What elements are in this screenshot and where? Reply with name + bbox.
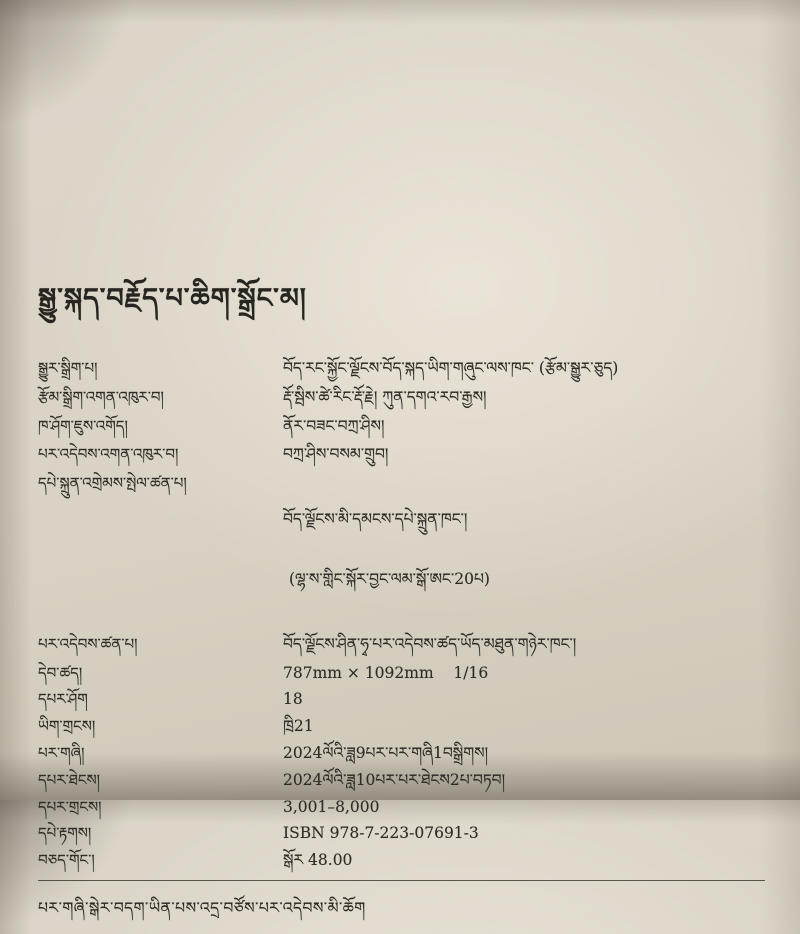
row-label: པར་འདེབས་འགན་འཁུར་བ།: [38, 445, 179, 464]
colophon-row-cover-design: [38, 418, 772, 436]
row-value: 2024ལོའི་ཟླ9པར་པར་གཞི1བསྒྲིགས།: [283, 744, 489, 762]
row-value: ཁྲི21: [283, 717, 314, 736]
publisher-name: བོད་ལྗོངས་མི་དམངས་དཔེ་སྐྲུན་ཁང་།: [283, 509, 468, 528]
row-value: 3,001–8,000: [283, 797, 380, 816]
book-title: སྒྱུ་སྐད་བརྗོད་པ་ཆིག་སྒྲོང་མ།: [38, 283, 307, 314]
row-value: [283, 475, 772, 625]
colophon-row-print-run: [38, 799, 772, 817]
divider-rule: [38, 880, 765, 881]
row-label: དེབ་ཚད།: [38, 663, 83, 682]
row-value: 2024ལོའི་ཟླ10པར་པར་ཐེངས2པ་བཏབ།: [283, 770, 506, 789]
row-label: རྩོམ་སྒྲིག་འགན་འཁུར་བ།: [38, 387, 164, 406]
row-value: བཀྲ་ཤིས་བསམ་གྲུབ།: [283, 445, 389, 464]
colophon-row-responsible-editor: [38, 389, 772, 407]
copyright-notice: པར་གཞི་སྒེར་བདག་ཡིན་པས་འདྲ་བཙོས་པར་འདེབས་མི་ཆོག: [38, 899, 366, 918]
row-value: རྡོ་སྦིས་ཚེ་རིང་རྡོ་རྗེ། ཀུན་དགའ་རབ་རྒྱས།: [283, 387, 487, 406]
publisher-address: (ལྷ་ས་གླིང་སྐོར་བྱང་ལམ་སྒོ་ཨང་20པ): [289, 570, 490, 589]
colophon-row-print-supervisor: [38, 446, 772, 464]
colophon-row-isbn: [38, 825, 772, 843]
row-label: བཅད་གོང་།: [38, 851, 95, 870]
row-label: པར་གཞི།: [38, 744, 85, 762]
row-value: 18: [283, 690, 303, 709]
colophon-row-format: [38, 665, 772, 683]
colophon-row-translator: [38, 360, 772, 378]
colophon-row-printed-sheets: [38, 691, 772, 709]
row-label: ཁ་ཤོག་ཇུས་འགོད།: [38, 416, 128, 435]
row-label: དཔར་ཐེངས།: [38, 770, 100, 789]
row-value: བོད་ལྗོངས་ཤིན་ཧྭ་པར་འདེབས་ཚད་ཡོད་མཐུན་གཉེར་ཁང་།: [283, 634, 577, 653]
colophon-row-price: [38, 852, 772, 870]
colophon-block: [38, 268, 772, 934]
colophon-row-word-count: [38, 718, 772, 736]
row-value: བོད་རང་སྐྱོང་ལྗོངས་བོད་སྐད་ཡིག་གཞུང་ལས་ཁང་ (རྩོམ་སྒྱུར་ཅུད): [283, 359, 619, 377]
row-label: དཔེ་སྐྲུན་འགྲེམས་སྤེལ་ཚན་པ།: [38, 474, 187, 493]
row-label: དཔར་གྲངས།: [38, 797, 102, 816]
row-value: 787mm × 1092mm 1/16: [283, 663, 489, 682]
row-label: དཔེ་རྟགས།: [38, 824, 92, 843]
row-label: ཡིག་གྲངས།: [38, 717, 96, 736]
colophon-row-publisher: [38, 475, 772, 625]
row-value: ནོར་བཟང་བཀྲ་ཤིས།: [283, 416, 385, 435]
colophon-row-impression: [38, 772, 772, 790]
row-label: སྒྱུར་སྒྲིག་པ།: [38, 359, 98, 377]
row-value: སྒོར 48.00: [283, 851, 353, 870]
colophon-row-printing-house: [38, 636, 772, 654]
colophon-row-edition: [38, 745, 772, 763]
row-label: དཔར་ཤོག: [38, 690, 88, 709]
row-label: པར་འདེབས་ཚན་པ།: [38, 634, 138, 653]
row-value: ISBN 978-7-223-07691-3: [283, 824, 479, 843]
